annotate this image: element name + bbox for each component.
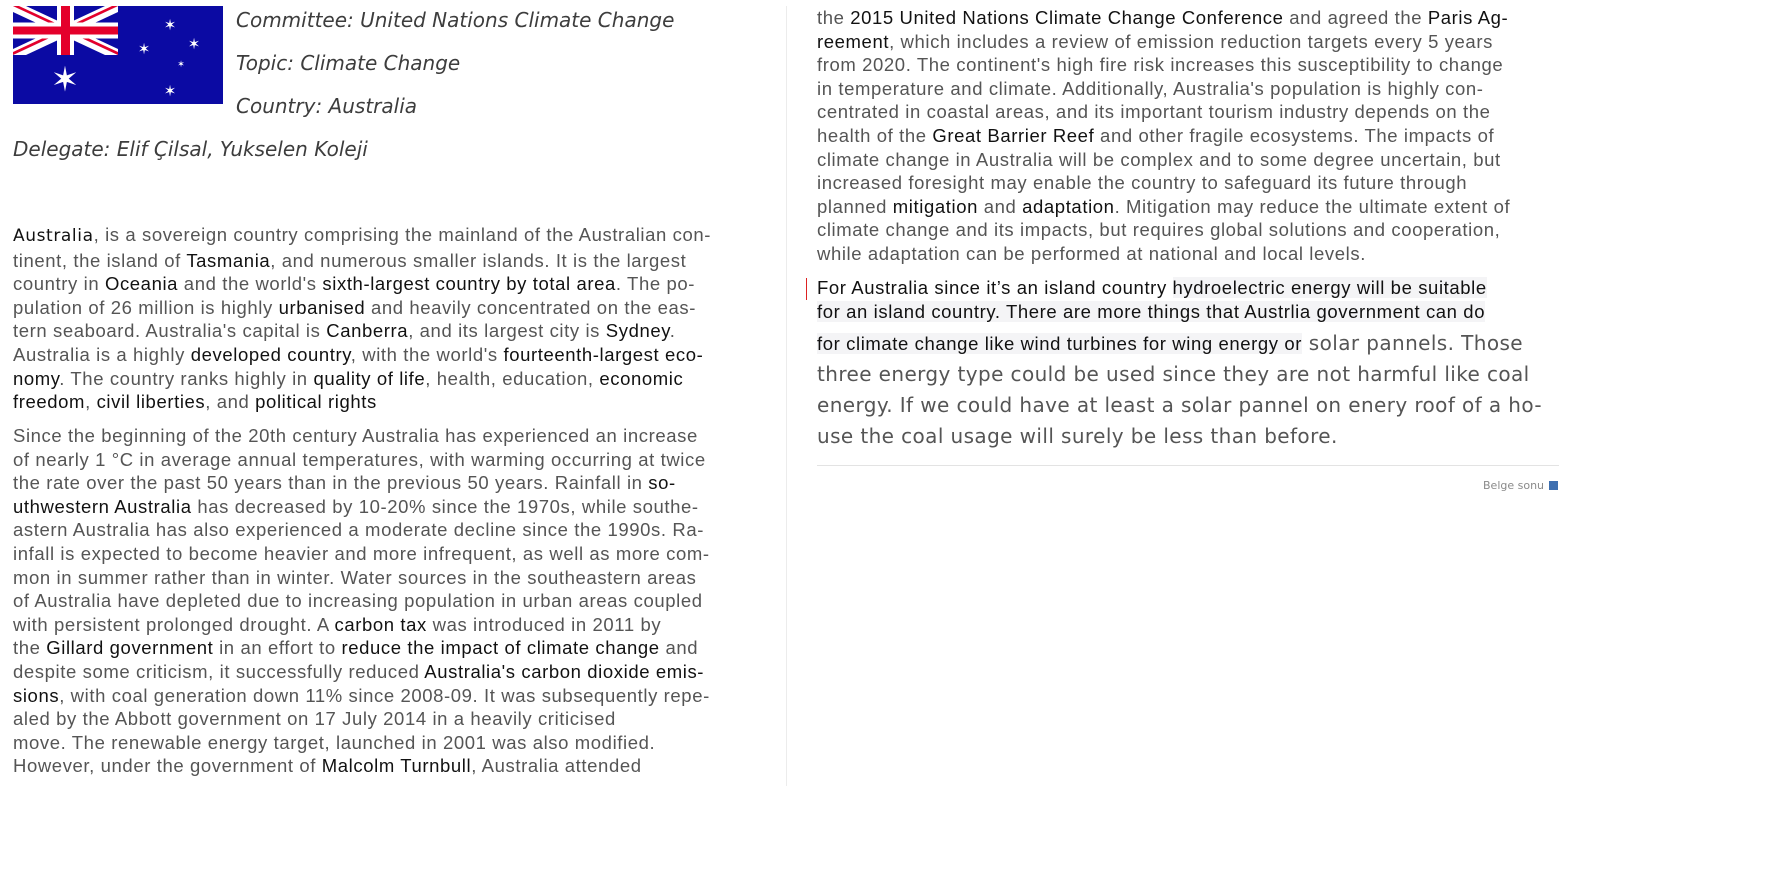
text-line	[817, 124, 1562, 148]
text-line: of nearly 1 °C in average annual temperatures, with warming occurring at twice	[13, 448, 706, 470]
text-line	[13, 636, 758, 660]
text-line: mon in summer rather than in winter. Water sources in the southeastern areas	[13, 566, 697, 588]
highlighted-text: for an island country. There are more things that Austrlia government can do	[817, 301, 1486, 322]
link-sixth-largest[interactable]: sixth-largest country by total area	[322, 273, 616, 295]
text-run: For Australia since it’s an island country	[817, 277, 1173, 298]
svg-text:✶: ✶	[163, 16, 177, 34]
text-line	[817, 6, 1562, 30]
text-run: solar pannels. Those	[1302, 331, 1523, 355]
svg-text:✶: ✶	[137, 40, 151, 58]
text-line	[13, 343, 758, 367]
text-line: three energy type could be used since they are not harmful like coal	[817, 362, 1530, 386]
text-line: climate change in Australia will be complex and to some degree uncertain, but	[817, 148, 1501, 170]
delegate-line: Delegate: Elif Çilsal, Yukselen Koleji	[13, 137, 368, 161]
text-run: with persistent prolonged drought. A	[13, 613, 335, 635]
link-civil-liberties[interactable]: civil liberties	[96, 391, 206, 413]
text-run: the	[817, 7, 851, 28]
link-reduce-impact[interactable]: reduce the impact of climate change	[341, 637, 660, 659]
solutions-paragraph[interactable]	[817, 276, 1562, 452]
intro-paragraph	[13, 223, 758, 414]
text-run: , with the world's	[350, 343, 504, 365]
text-cursor	[806, 278, 807, 300]
end-of-document-marker-icon	[1549, 481, 1558, 490]
text-line	[13, 272, 758, 296]
link-carbon-emissions[interactable]: Australia's carbon dioxide emis-	[424, 660, 705, 682]
text-line	[817, 195, 1562, 219]
text-run: Australia	[13, 226, 94, 246]
text-run: . The po-	[615, 273, 696, 295]
link-economic-freedom[interactable]: economic	[599, 367, 684, 389]
text-run: , with coal generation down 11% since 2008-09. It was subsequently repe-	[59, 684, 710, 706]
text-line: while adaptation can be performed at national and local levels.	[817, 242, 1366, 264]
link-mitigation[interactable]: mitigation	[892, 195, 978, 217]
text-line	[817, 30, 1562, 54]
text-run: the	[13, 637, 47, 659]
text-run: , is a sovereign country comprising the mainland of the Australian con-	[93, 224, 712, 245]
link-paris-agreement[interactable]: Paris Ag-	[1427, 7, 1509, 28]
text-line	[13, 660, 758, 684]
text-run: and agreed the	[1283, 7, 1428, 28]
text-line: increased foresight may enable the country to safeguard its future through	[817, 172, 1468, 194]
link-malcolm-turnbull[interactable]: Malcolm Turnbull	[321, 755, 472, 777]
text-run: , which includes a review of emission reduction targets every 5 years	[889, 30, 1493, 52]
link-gillard-government[interactable]: Gillard government	[46, 637, 214, 659]
text-line	[13, 223, 758, 249]
text-run: planned	[817, 195, 893, 217]
svg-text:✶: ✶	[50, 60, 80, 100]
text-run: ,	[85, 391, 97, 413]
text-line	[13, 249, 758, 273]
link-southwestern-australia[interactable]: uthwestern Australia	[13, 495, 192, 517]
link-fourteenth-largest[interactable]: fourteenth-largest eco-	[503, 343, 704, 365]
text-line: infall is expected to become heavier and more infrequent, as well as more com-	[13, 542, 710, 564]
text-run: tern seaboard. Australia's capital is	[13, 320, 327, 342]
link-freedom[interactable]: freedom	[13, 391, 86, 413]
text-run: . The country ranks highly in	[59, 367, 314, 389]
country-line: Country: Australia	[236, 94, 418, 118]
text-run: and heavily concentrated on the eas-	[365, 296, 696, 318]
text-run: However, under the government of	[13, 755, 322, 777]
text-run: pulation of 26 million is highly	[13, 296, 279, 318]
link-economy[interactable]: nomy	[13, 367, 60, 389]
text-run: and the world's	[178, 273, 323, 295]
text-line	[13, 367, 758, 391]
link-carbon-tax[interactable]: carbon tax	[334, 613, 427, 635]
svg-text:✶: ✶	[177, 60, 185, 70]
link-paris-agreement[interactable]: reement	[817, 30, 890, 52]
text-run: , Australia attended	[471, 755, 642, 777]
text-run: has decreased by 10-20% since the 1970s, while southe-	[191, 495, 699, 517]
text-run: .	[669, 320, 676, 342]
text-line: energy. If we could have at least a solar pannel on enery roof of a ho-	[817, 393, 1542, 417]
link-cop21[interactable]: 2015 United Nations Climate Change Conference	[850, 7, 1284, 28]
text-run: tinent, the island of	[13, 249, 187, 271]
text-line: astern Australia has also experienced a moderate decline since the 1990s. Ra-	[13, 519, 704, 541]
link-carbon-emissions[interactable]: sions	[13, 684, 60, 706]
text-line	[817, 300, 1562, 324]
australia-flag-icon	[13, 6, 223, 104]
link-political-rights[interactable]: political rights	[255, 391, 377, 413]
topic-line: Topic: Climate Change	[236, 51, 461, 75]
text-line: Since the beginning of the 20th century Australia has experienced an increase	[13, 425, 698, 446]
text-line: of Australia have depleted due to increasing population in urban areas coupled	[13, 590, 703, 612]
text-line	[13, 613, 758, 637]
link-great-barrier-reef[interactable]: Great Barrier Reef	[932, 124, 1095, 146]
committee-line: Committee: United Nations Climate Change	[236, 8, 675, 32]
text-run: the rate over the past 50 years than in the previous 50 years. Rainfall in	[13, 472, 649, 494]
column-divider	[786, 6, 787, 786]
end-of-document-label: Belge sonu	[1483, 479, 1545, 492]
climate-paragraph	[13, 424, 758, 778]
link-developed-country[interactable]: developed country	[190, 343, 351, 365]
text-run: and	[977, 195, 1023, 217]
continued-paragraph	[817, 6, 1562, 266]
text-line: move. The renewable energy target, launched in 2001 was also modified.	[13, 731, 656, 753]
text-run: and	[659, 637, 699, 659]
link-canberra[interactable]: Canberra	[326, 320, 409, 342]
text-line: from 2020. The continent's high fire risk increases this susceptibility to change	[817, 54, 1504, 76]
text-line: use the coal usage will surely be less than before.	[817, 424, 1338, 448]
text-run: in an effort to	[213, 637, 342, 659]
link-southwestern-australia[interactable]: so-	[648, 472, 676, 494]
highlighted-text: hydroelectric energy will be suitable	[1172, 277, 1487, 298]
text-run: , and numerous smaller islands. It is the largest	[270, 249, 687, 271]
text-run: , health, education,	[425, 367, 600, 389]
text-line	[13, 296, 758, 320]
text-run: and other fragile ecosystems. The impacts of	[1094, 124, 1495, 146]
link-quality-of-life[interactable]: quality of life	[313, 367, 426, 389]
text-line	[13, 754, 758, 778]
link-adaptation[interactable]: adaptation	[1022, 195, 1115, 217]
text-run: was introduced in 2011 by	[426, 613, 662, 635]
text-line	[13, 390, 758, 414]
svg-text:✶: ✶	[163, 82, 177, 100]
link-urbanised[interactable]: urbanised	[278, 296, 366, 318]
text-line: centrated in coastal areas, and its important tourism industry depends on the	[817, 101, 1491, 123]
highlighted-text: for climate change like wind turbines for wing energy or	[817, 333, 1303, 354]
text-line: aled by the Abbott government on 17 July 2014 in a heavily criticised	[13, 708, 616, 730]
svg-text:✶: ✶	[187, 35, 201, 53]
text-run: , and its largest city is	[408, 320, 606, 342]
text-line: in temperature and climate. Additionally, Australia's population is highly con-	[817, 77, 1484, 99]
end-of-document-rule	[817, 465, 1559, 466]
text-run: country in	[13, 273, 105, 295]
text-line	[13, 471, 758, 495]
text-run: . Mitigation may reduce the ultimate extent of	[1114, 195, 1511, 217]
link-oceania[interactable]: Oceania	[104, 273, 179, 295]
text-run: Australia is a highly	[13, 343, 191, 365]
text-run: despite some criticism, it successfully reduced	[13, 660, 425, 682]
text-line	[13, 319, 758, 343]
text-line	[817, 328, 1562, 359]
text-line	[817, 276, 1562, 300]
text-line: climate change and its impacts, but requires global solutions and cooperation,	[817, 219, 1501, 241]
text-run: , and	[205, 391, 256, 413]
text-line	[13, 684, 758, 708]
text-run: health of the	[817, 124, 933, 146]
link-sydney[interactable]: Sydney	[605, 320, 670, 342]
link-tasmania[interactable]: Tasmania	[186, 249, 271, 271]
text-line	[13, 495, 758, 519]
